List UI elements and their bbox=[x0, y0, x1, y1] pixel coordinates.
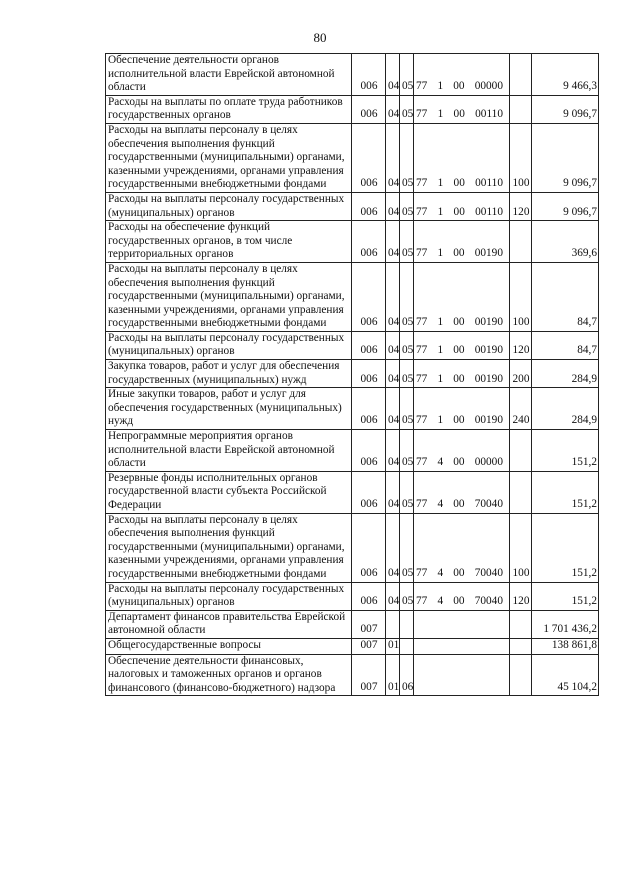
row-name-cell: Обеспечение деятельности финансовых, налоговых и таможенных органов и органов финансового (финансово-бюджетного) надзора bbox=[106, 654, 352, 696]
csr-code bbox=[416, 498, 508, 512]
row-rz-cell: 04 bbox=[386, 192, 400, 220]
csr-part: 00 bbox=[453, 372, 465, 385]
row-rz-cell: 04 bbox=[386, 388, 400, 430]
table-row bbox=[106, 610, 599, 638]
row-csr-cell bbox=[414, 471, 510, 513]
csr-part: 77 bbox=[416, 205, 428, 218]
row-pr-cell bbox=[400, 638, 414, 654]
row-ved-cell: 006 bbox=[352, 192, 386, 220]
row-pr-cell: 06 bbox=[400, 654, 414, 696]
row-csr-cell bbox=[414, 582, 510, 610]
csr-part: 00 bbox=[453, 316, 465, 329]
row-name-cell: Закупка товаров, работ и услуг для обеспечения государственных (муниципальных) нужд bbox=[106, 360, 352, 388]
row-sum-cell: 1 701 436,2 bbox=[532, 610, 599, 638]
row-pr-cell: 05 bbox=[400, 331, 414, 359]
csr-part: 70040 bbox=[474, 595, 503, 608]
csr-part: 00 bbox=[453, 498, 465, 510]
row-sum-cell: 151,2 bbox=[532, 471, 599, 513]
csr-part: 1 bbox=[437, 108, 444, 121]
row-pr-cell: 05 bbox=[400, 192, 414, 220]
csr-part: 00 bbox=[453, 205, 465, 218]
csr-part: 00190 bbox=[474, 316, 503, 329]
row-vr-cell: 200 bbox=[510, 360, 532, 388]
csr-code bbox=[416, 595, 508, 609]
csr-part: 70040 bbox=[474, 498, 503, 510]
row-ved-cell: 006 bbox=[352, 388, 386, 430]
row-name-cell: Расходы на выплаты персоналу государственных (муниципальных) органов bbox=[106, 331, 352, 359]
csr-part: 1 bbox=[437, 344, 444, 357]
row-pr-cell: 05 bbox=[400, 582, 414, 610]
csr-part: 00190 bbox=[474, 414, 503, 427]
csr-code bbox=[416, 177, 508, 191]
row-csr-cell bbox=[414, 262, 510, 331]
csr-part: 1 bbox=[437, 316, 444, 329]
csr-part: 1 bbox=[437, 372, 444, 385]
csr-part: 00 bbox=[453, 80, 465, 93]
row-ved-cell: 006 bbox=[352, 430, 386, 472]
row-csr-cell bbox=[414, 95, 510, 123]
row-name-cell: Расходы на выплаты персоналу в целях обеспечения выполнения функций государственными (муниципальными) органами, казенными учреждениями, органами управления государственными внебюджетными фондами bbox=[106, 262, 352, 331]
row-rz-cell: 04 bbox=[386, 221, 400, 263]
csr-part: 4 bbox=[437, 498, 444, 510]
csr-part: 00 bbox=[453, 177, 465, 190]
row-name-cell: Расходы на выплаты персоналу государственных (муниципальных) органов bbox=[106, 192, 352, 220]
row-ved-cell: 006 bbox=[352, 95, 386, 123]
row-vr-cell: 240 bbox=[510, 388, 532, 430]
row-sum-cell: 84,7 bbox=[532, 262, 599, 331]
row-vr-cell: 120 bbox=[510, 331, 532, 359]
row-ved-cell: 007 bbox=[352, 654, 386, 696]
row-sum-cell: 151,2 bbox=[532, 582, 599, 610]
csr-code bbox=[416, 373, 508, 387]
row-rz-cell: 04 bbox=[386, 360, 400, 388]
row-pr-cell: 05 bbox=[400, 471, 414, 513]
row-vr-cell bbox=[510, 471, 532, 513]
csr-part: 00 bbox=[453, 344, 465, 357]
row-vr-cell bbox=[510, 610, 532, 638]
csr-part: 77 bbox=[416, 566, 428, 579]
row-rz-cell: 04 bbox=[386, 430, 400, 472]
csr-code bbox=[416, 344, 508, 358]
csr-part: 1 bbox=[437, 414, 444, 427]
csr-part: 00000 bbox=[474, 80, 503, 93]
csr-part: 77 bbox=[416, 372, 428, 385]
csr-part: 00 bbox=[453, 566, 465, 579]
row-ved-cell: 006 bbox=[352, 331, 386, 359]
csr-code bbox=[416, 108, 508, 122]
table-row bbox=[106, 513, 599, 582]
row-sum-cell: 9 096,7 bbox=[532, 123, 599, 192]
budget-table bbox=[105, 53, 599, 696]
row-vr-cell bbox=[510, 95, 532, 123]
csr-code bbox=[416, 80, 508, 94]
table-row bbox=[106, 95, 599, 123]
row-csr-cell bbox=[414, 513, 510, 582]
csr-part: 00 bbox=[453, 108, 465, 121]
csr-part: 77 bbox=[416, 456, 428, 469]
row-csr-cell bbox=[414, 430, 510, 472]
csr-code bbox=[416, 567, 508, 581]
row-rz-cell: 01 bbox=[386, 654, 400, 696]
row-rz-cell: 04 bbox=[386, 582, 400, 610]
table-row bbox=[106, 123, 599, 192]
row-vr-cell: 100 bbox=[510, 123, 532, 192]
table-row bbox=[106, 331, 599, 359]
row-csr-cell bbox=[414, 192, 510, 220]
csr-code bbox=[416, 206, 508, 220]
row-sum-cell: 369,6 bbox=[532, 221, 599, 263]
row-ved-cell: 007 bbox=[352, 610, 386, 638]
row-name-cell: Непрограммные мероприятия органов исполнительной власти Еврейской автономной области bbox=[106, 430, 352, 472]
row-ved-cell: 006 bbox=[352, 54, 386, 96]
row-csr-cell bbox=[414, 221, 510, 263]
row-sum-cell: 151,2 bbox=[532, 430, 599, 472]
csr-part: 4 bbox=[437, 566, 444, 579]
table-row bbox=[106, 471, 599, 513]
row-csr-cell bbox=[414, 123, 510, 192]
row-sum-cell: 138 861,8 bbox=[532, 638, 599, 654]
table-row bbox=[106, 54, 599, 96]
row-pr-cell: 05 bbox=[400, 221, 414, 263]
csr-part: 00 bbox=[453, 595, 465, 608]
csr-part: 1 bbox=[437, 205, 444, 218]
csr-code bbox=[416, 456, 508, 470]
row-name-cell: Расходы на обеспечение функций государственных органов, в том числе территориальных органов bbox=[106, 221, 352, 263]
csr-part: 4 bbox=[437, 595, 444, 608]
row-csr-cell bbox=[414, 654, 510, 696]
row-ved-cell: 006 bbox=[352, 471, 386, 513]
row-pr-cell bbox=[400, 610, 414, 638]
budget-table-body bbox=[106, 54, 599, 696]
row-name-cell: Обеспечение деятельности органов исполнительной власти Еврейской автономной области bbox=[106, 54, 352, 96]
row-sum-cell: 84,7 bbox=[532, 331, 599, 359]
row-name-cell: Департамент финансов правительства Еврейской автономной области bbox=[106, 610, 352, 638]
csr-part: 77 bbox=[416, 414, 428, 427]
table-row bbox=[106, 360, 599, 388]
row-vr-cell bbox=[510, 221, 532, 263]
row-pr-cell: 05 bbox=[400, 513, 414, 582]
csr-part: 70040 bbox=[474, 566, 503, 579]
row-sum-cell: 151,2 bbox=[532, 513, 599, 582]
csr-code bbox=[416, 414, 508, 428]
row-ved-cell: 006 bbox=[352, 221, 386, 263]
row-rz-cell: 04 bbox=[386, 54, 400, 96]
csr-part: 00 bbox=[453, 414, 465, 427]
table-row bbox=[106, 192, 599, 220]
table-row bbox=[106, 638, 599, 654]
csr-part: 00 bbox=[453, 247, 465, 260]
row-vr-cell: 100 bbox=[510, 262, 532, 331]
csr-part: 1 bbox=[437, 247, 444, 260]
row-sum-cell: 9 096,7 bbox=[532, 95, 599, 123]
row-name-cell: Резервные фонды исполнительных органов государственной власти субъекта Российской Федерации bbox=[106, 471, 352, 513]
table-row bbox=[106, 221, 599, 263]
csr-code bbox=[416, 247, 508, 261]
csr-part: 00190 bbox=[474, 372, 503, 385]
row-name-cell: Расходы на выплаты персоналу в целях обеспечения выполнения функций государственными (муниципальными) органами, казенными учреждениями, органами управления государственными внебюджетными фондами bbox=[106, 513, 352, 582]
row-csr-cell bbox=[414, 360, 510, 388]
row-rz-cell: 04 bbox=[386, 123, 400, 192]
csr-part: 00110 bbox=[475, 177, 503, 190]
row-pr-cell: 05 bbox=[400, 123, 414, 192]
row-vr-cell: 120 bbox=[510, 192, 532, 220]
row-vr-cell bbox=[510, 54, 532, 96]
csr-part: 1 bbox=[437, 177, 444, 190]
row-rz-cell: 04 bbox=[386, 331, 400, 359]
row-rz-cell: 04 bbox=[386, 513, 400, 582]
row-csr-cell bbox=[414, 331, 510, 359]
csr-part: 00000 bbox=[474, 456, 503, 469]
table-row bbox=[106, 654, 599, 696]
csr-code bbox=[416, 316, 508, 330]
row-name-cell: Общегосударственные вопросы bbox=[106, 638, 352, 654]
row-vr-cell bbox=[510, 638, 532, 654]
csr-part: 00110 bbox=[475, 108, 503, 121]
row-rz-cell: 04 bbox=[386, 471, 400, 513]
row-name-cell: Расходы на выплаты персоналу в целях обеспечения выполнения функций государственными (муниципальными) органами, казенными учреждениями, органами управления государственными внебюджетными фондами bbox=[106, 123, 352, 192]
csr-part: 00 bbox=[453, 456, 465, 469]
csr-part: 1 bbox=[437, 80, 444, 93]
row-vr-cell: 100 bbox=[510, 513, 532, 582]
csr-part: 77 bbox=[416, 498, 428, 510]
row-ved-cell: 006 bbox=[352, 582, 386, 610]
row-vr-cell: 120 bbox=[510, 582, 532, 610]
csr-part: 77 bbox=[416, 177, 428, 190]
row-rz-cell: 01 bbox=[386, 638, 400, 654]
row-ved-cell: 006 bbox=[352, 513, 386, 582]
csr-part: 4 bbox=[437, 456, 444, 469]
row-sum-cell: 9 466,3 bbox=[532, 54, 599, 96]
row-sum-cell: 45 104,2 bbox=[532, 654, 599, 696]
row-sum-cell: 9 096,7 bbox=[532, 192, 599, 220]
csr-part: 77 bbox=[416, 108, 428, 121]
row-ved-cell: 007 bbox=[352, 638, 386, 654]
table-row bbox=[106, 582, 599, 610]
csr-part: 00110 bbox=[475, 205, 503, 218]
row-pr-cell: 05 bbox=[400, 54, 414, 96]
csr-part: 00190 bbox=[474, 344, 503, 357]
row-ved-cell: 006 bbox=[352, 123, 386, 192]
row-vr-cell bbox=[510, 654, 532, 696]
csr-part: 77 bbox=[416, 595, 428, 608]
row-pr-cell: 05 bbox=[400, 95, 414, 123]
row-rz-cell: 04 bbox=[386, 262, 400, 331]
page-number: 80 bbox=[313, 30, 327, 45]
csr-part: 00190 bbox=[474, 247, 503, 260]
row-rz-cell: 04 bbox=[386, 95, 400, 123]
csr-part: 77 bbox=[416, 247, 428, 260]
row-csr-cell bbox=[414, 638, 510, 654]
row-pr-cell: 05 bbox=[400, 430, 414, 472]
csr-part: 77 bbox=[416, 316, 428, 329]
csr-part: 77 bbox=[416, 344, 428, 357]
row-ved-cell: 006 bbox=[352, 360, 386, 388]
row-rz-cell bbox=[386, 610, 400, 638]
table-row bbox=[106, 262, 599, 331]
row-name-cell: Расходы на выплаты персоналу государственных (муниципальных) органов bbox=[106, 582, 352, 610]
row-pr-cell: 05 bbox=[400, 388, 414, 430]
row-csr-cell bbox=[414, 54, 510, 96]
row-name-cell: Иные закупки товаров, работ и услуг для обеспечения государственных (муниципальных) нужд bbox=[106, 388, 352, 430]
csr-part: 77 bbox=[416, 80, 428, 93]
row-sum-cell: 284,9 bbox=[532, 360, 599, 388]
row-csr-cell bbox=[414, 610, 510, 638]
row-ved-cell: 006 bbox=[352, 262, 386, 331]
row-sum-cell: 284,9 bbox=[532, 388, 599, 430]
row-pr-cell: 05 bbox=[400, 262, 414, 331]
row-pr-cell: 05 bbox=[400, 360, 414, 388]
row-name-cell: Расходы на выплаты по оплате труда работников государственных органов bbox=[106, 95, 352, 123]
table-row bbox=[106, 388, 599, 430]
row-csr-cell bbox=[414, 388, 510, 430]
table-row bbox=[106, 430, 599, 472]
row-vr-cell bbox=[510, 430, 532, 472]
